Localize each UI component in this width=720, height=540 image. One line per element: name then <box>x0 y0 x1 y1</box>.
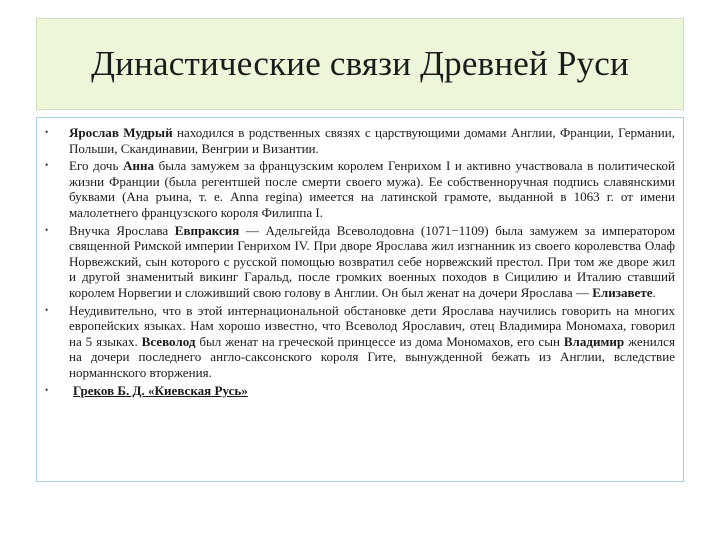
list-item <box>45 125 675 156</box>
list-item <box>45 222 676 301</box>
item-text: был женат на греческой принцессе из дома Мономахов, его сын <box>195 333 564 349</box>
source-link[interactable]: Греков Б. Д. «Киевская Русь» <box>73 382 248 398</box>
bullet-icon: • <box>45 304 49 315</box>
item-text: Неудивительно, что в этой интернациональной обстановке дети Ярослава научились говорить на многих европейских языках. Нам хорошо известно, что Всеволод Ярославич, отец Владимира Мономаха, говорил на 5 языках. <box>69 302 675 349</box>
bullet-icon: • <box>45 384 49 395</box>
item-text: женился на дочери последнего англо-саксонского короля Гите, вынужденной бежать из Англии, вследствие норманнского вторжения. <box>69 333 675 380</box>
item-text: Внучка Ярослава <box>69 222 175 238</box>
bullet-icon: • <box>45 224 49 235</box>
title-banner <box>36 18 684 110</box>
bold-name: Елизавете <box>592 284 653 300</box>
item-text: Его дочь <box>69 158 124 174</box>
bullet-icon: • <box>45 127 49 137</box>
bold-name: Всеволод <box>141 333 196 349</box>
item-text: — Адельгейда Всеволодовна (1071−1109) была замужем за императором священной Римской империи Генрихом IV. При дворе Ярослава жил изгнанник из своего королевства Олаф Норвежский, сын которого с русской помощью возвратил себе норвежский престол. При том же дворе жил и другой знаменитый викинг Гаральд, после громких военных походов в Сицилию и Италию ставший королем Норвегии и сложивший свою голову в Англии. Он был женат на дочери Ярослава — <box>69 222 676 300</box>
item-text: была замужем за французским королем Генрихом I и активно участвовала в политической жизни Франции (была регентшей после смерти своего мужа). Ее собственноручная подпись славянскими буквами (Ана ръина, т. е. Anna regina) имеется на латинской грамоте, выданной в 1063 г. от имени малолетнего французского короля Филиппа I. <box>69 158 675 220</box>
content-panel <box>36 117 684 482</box>
list-item <box>45 382 675 399</box>
bullet-list <box>37 118 683 398</box>
item-text: находился в родственных связях с царствующими домами Англии, Франции, Германии, Польши, Скандинавии, Венгрии и Византии. <box>69 125 675 156</box>
slide-title: Династические связи Древней Руси <box>91 44 629 83</box>
bold-name: Анна <box>123 158 155 174</box>
list-item <box>45 302 675 381</box>
bold-name: Владимир <box>563 333 625 349</box>
bullet-icon: • <box>45 160 49 171</box>
list-item <box>45 158 675 220</box>
item-text: . <box>652 284 656 300</box>
bold-name: Ярослав Мудрый <box>69 125 173 140</box>
bold-name: Евпраксия <box>174 222 240 238</box>
